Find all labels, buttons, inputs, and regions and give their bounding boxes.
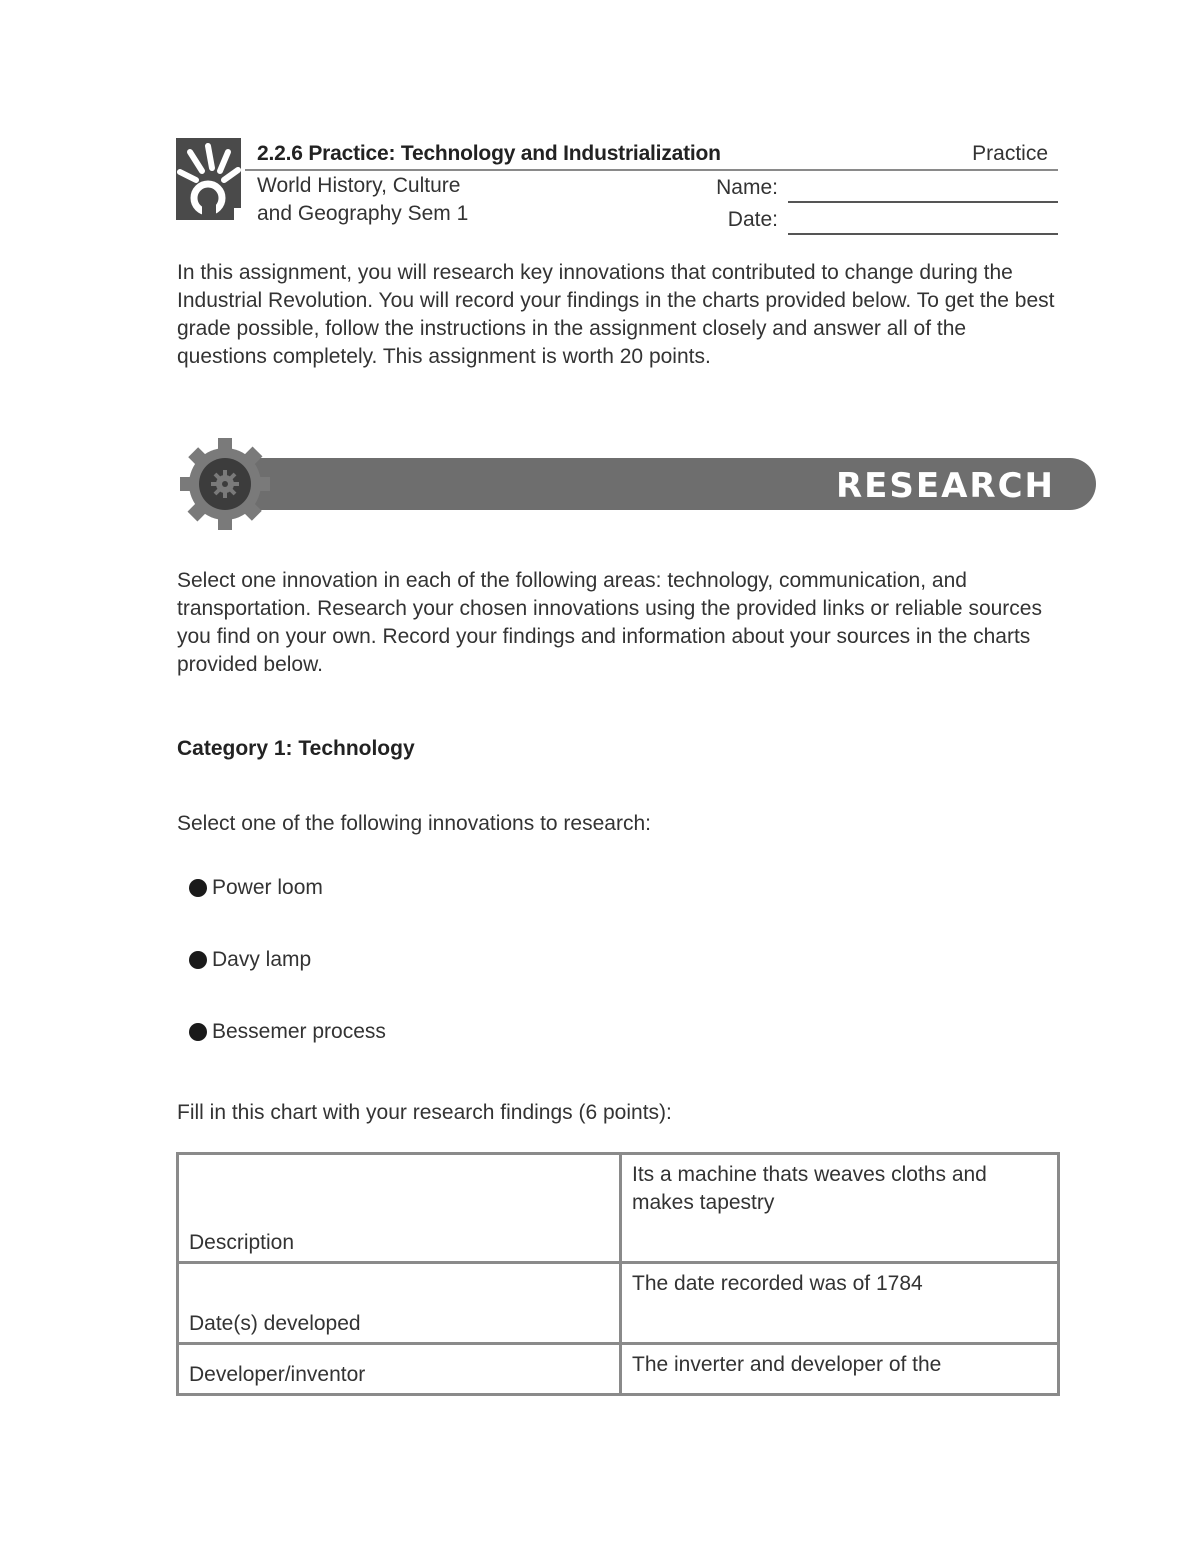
row-label: Developer/inventor <box>178 1344 621 1395</box>
answer-cell[interactable]: The date recorded was of 1784 <box>621 1263 1059 1344</box>
select-prompt: Select one of the following innovations to research: <box>177 812 651 835</box>
table-row <box>178 1263 1059 1344</box>
option-label: Bessemer process <box>212 1020 386 1043</box>
table-row <box>178 1154 1059 1263</box>
option-power-loom <box>189 876 323 900</box>
option-label: Power loom <box>212 876 323 899</box>
research-banner <box>180 438 1100 530</box>
research-findings-table <box>176 1152 1060 1396</box>
course-name-line-2: and Geography Sem 1 <box>257 202 469 225</box>
option-label: Davy lamp <box>212 948 312 971</box>
option-davy-lamp <box>189 948 311 972</box>
row-label: Description <box>178 1154 621 1263</box>
name-field[interactable] <box>788 201 1058 203</box>
category-heading: Category 1: Technology <box>177 737 415 760</box>
gear-icon <box>180 438 270 530</box>
name-label: Name: <box>716 176 778 199</box>
table-row <box>178 1344 1059 1395</box>
document-type-label: Practice <box>972 142 1048 165</box>
date-label: Date: <box>727 208 778 231</box>
option-bessemer-process <box>189 1020 386 1044</box>
row-label: Date(s) developed <box>178 1263 621 1344</box>
bullet-icon <box>189 879 207 897</box>
course-logo <box>176 138 241 220</box>
course-name <box>257 172 468 228</box>
instructions-paragraph: Select one innovation in each of the following areas: technology, communication, and transportation. Research your chosen innovations using the provided links or reliable sources you find on your own. Record your findings and information about your sources in the charts provided below. <box>177 569 1042 676</box>
intro-paragraph: In this assignment, you will research key innovations that contributed to change during the Industrial Revolution. You will record your findings in the charts provided below. To get the best grade possible, follow the instructions in the assignment closely and answer all of the questions completely. This assignment is worth 20 points. <box>177 261 1055 368</box>
banner-label: RESEARCH <box>835 466 1055 506</box>
bullet-icon <box>189 1023 207 1041</box>
bullet-icon <box>189 951 207 969</box>
document-title: 2.2.6 Practice: Technology and Industrialization <box>257 142 721 165</box>
course-name-line-1: World History, Culture <box>257 174 461 197</box>
date-field[interactable] <box>788 233 1058 235</box>
answer-cell[interactable]: Its a machine thats weaves cloths and makes tapestry <box>621 1154 1059 1263</box>
answer-cell[interactable]: The inverter and developer of the <box>621 1344 1059 1395</box>
chart-prompt: Fill in this chart with your research findings (6 points): <box>177 1101 672 1124</box>
header-divider <box>245 169 1058 171</box>
